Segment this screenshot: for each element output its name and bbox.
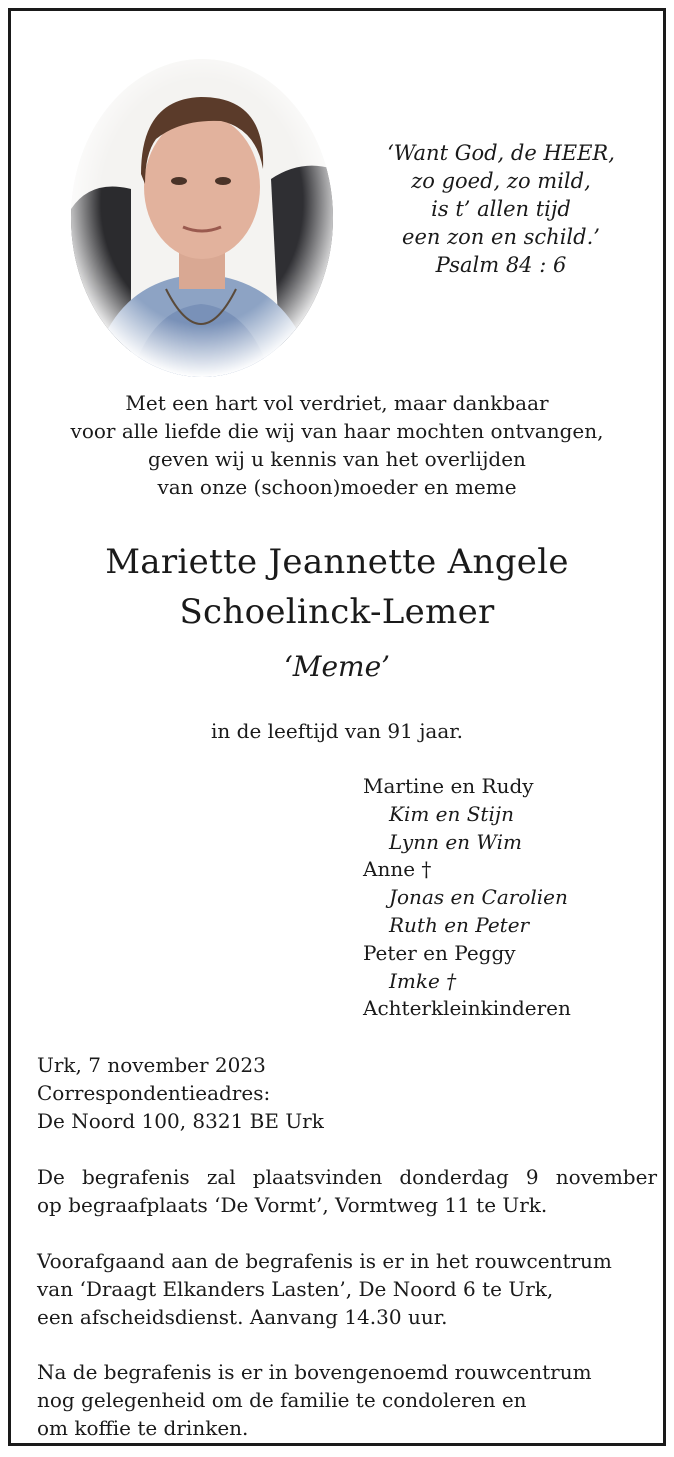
family-member-child: Lynn en Wim xyxy=(389,829,522,854)
family-member-child: Jonas en Carolien xyxy=(389,885,568,910)
verse-line: zo goed, zo mild, xyxy=(411,169,591,193)
service-info xyxy=(37,1247,657,1331)
psalm-verse xyxy=(361,139,641,279)
family-list xyxy=(363,773,663,1023)
intro-line: geven wij u kennis van het overlijden xyxy=(148,447,526,471)
portrait-illustration xyxy=(71,59,333,377)
funeral-line: op begraafplaats ‘De Vormt’, Vormtweg 11 te Urk. xyxy=(37,1193,548,1217)
intro-line: van onze (schoon)moeder en meme xyxy=(157,475,517,499)
name-line-family: Schoelinck-Lemer xyxy=(179,592,495,632)
age-line: in de leeftijd van 91 jaar. xyxy=(211,719,463,743)
family-member-child: Imke † xyxy=(389,968,457,993)
intro-line: voor alle liefde die wij van haar mochten ontvangen, xyxy=(70,419,604,443)
verse-line: een zon en schild.’ xyxy=(402,225,600,249)
verse-line: ‘Want God, de HEER, xyxy=(387,141,615,165)
funeral-line: De begrafenis zal plaatsvinden donderdag 9 november xyxy=(37,1165,657,1189)
place-date: Urk, 7 november 2023 xyxy=(37,1053,266,1077)
address-block xyxy=(37,1051,657,1135)
obituary-card xyxy=(8,8,666,1446)
intro-line: Met een hart vol verdriet, maar dankbaar xyxy=(125,391,549,415)
address-street: De Noord 100, 8321 BE Urk xyxy=(37,1109,324,1133)
family-member-child: Kim en Stijn xyxy=(389,801,514,826)
condolence-line: om koffie te drinken. xyxy=(37,1416,249,1440)
condolence-info xyxy=(37,1358,657,1442)
family-member-child: Ruth en Peter xyxy=(389,912,530,937)
family-member: Achterkleinkinderen xyxy=(363,996,571,1021)
family-member: Anne † xyxy=(363,857,432,882)
verse-line: is t’ allen tijd xyxy=(431,197,571,221)
verse-reference: Psalm 84 : 6 xyxy=(435,253,567,277)
service-line: een afscheidsdienst. Aanvang 14.30 uur. xyxy=(37,1305,448,1329)
condolence-line: Na de begrafenis is er in bovengenoemd rouwcentrum xyxy=(37,1360,592,1384)
condolence-line: nog gelegenheid om de familie te condoleren en xyxy=(37,1388,527,1412)
family-member: Peter en Peggy xyxy=(363,940,516,965)
funeral-info xyxy=(37,1163,657,1219)
service-line: van ‘Draagt Elkanders Lasten’, De Noord 6 te Urk, xyxy=(37,1277,554,1301)
intro-text xyxy=(11,389,663,501)
portrait-photo xyxy=(71,59,333,377)
deceased-name xyxy=(11,537,663,637)
address-label: Correspondentieadres: xyxy=(37,1081,271,1105)
nickname: ‘Meme’ xyxy=(283,650,391,683)
service-line: Voorafgaand aan de begrafenis is er in het rouwcentrum xyxy=(37,1249,612,1273)
name-line-given: Mariette Jeannette Angele xyxy=(105,542,569,582)
family-member: Martine en Rudy xyxy=(363,774,534,798)
